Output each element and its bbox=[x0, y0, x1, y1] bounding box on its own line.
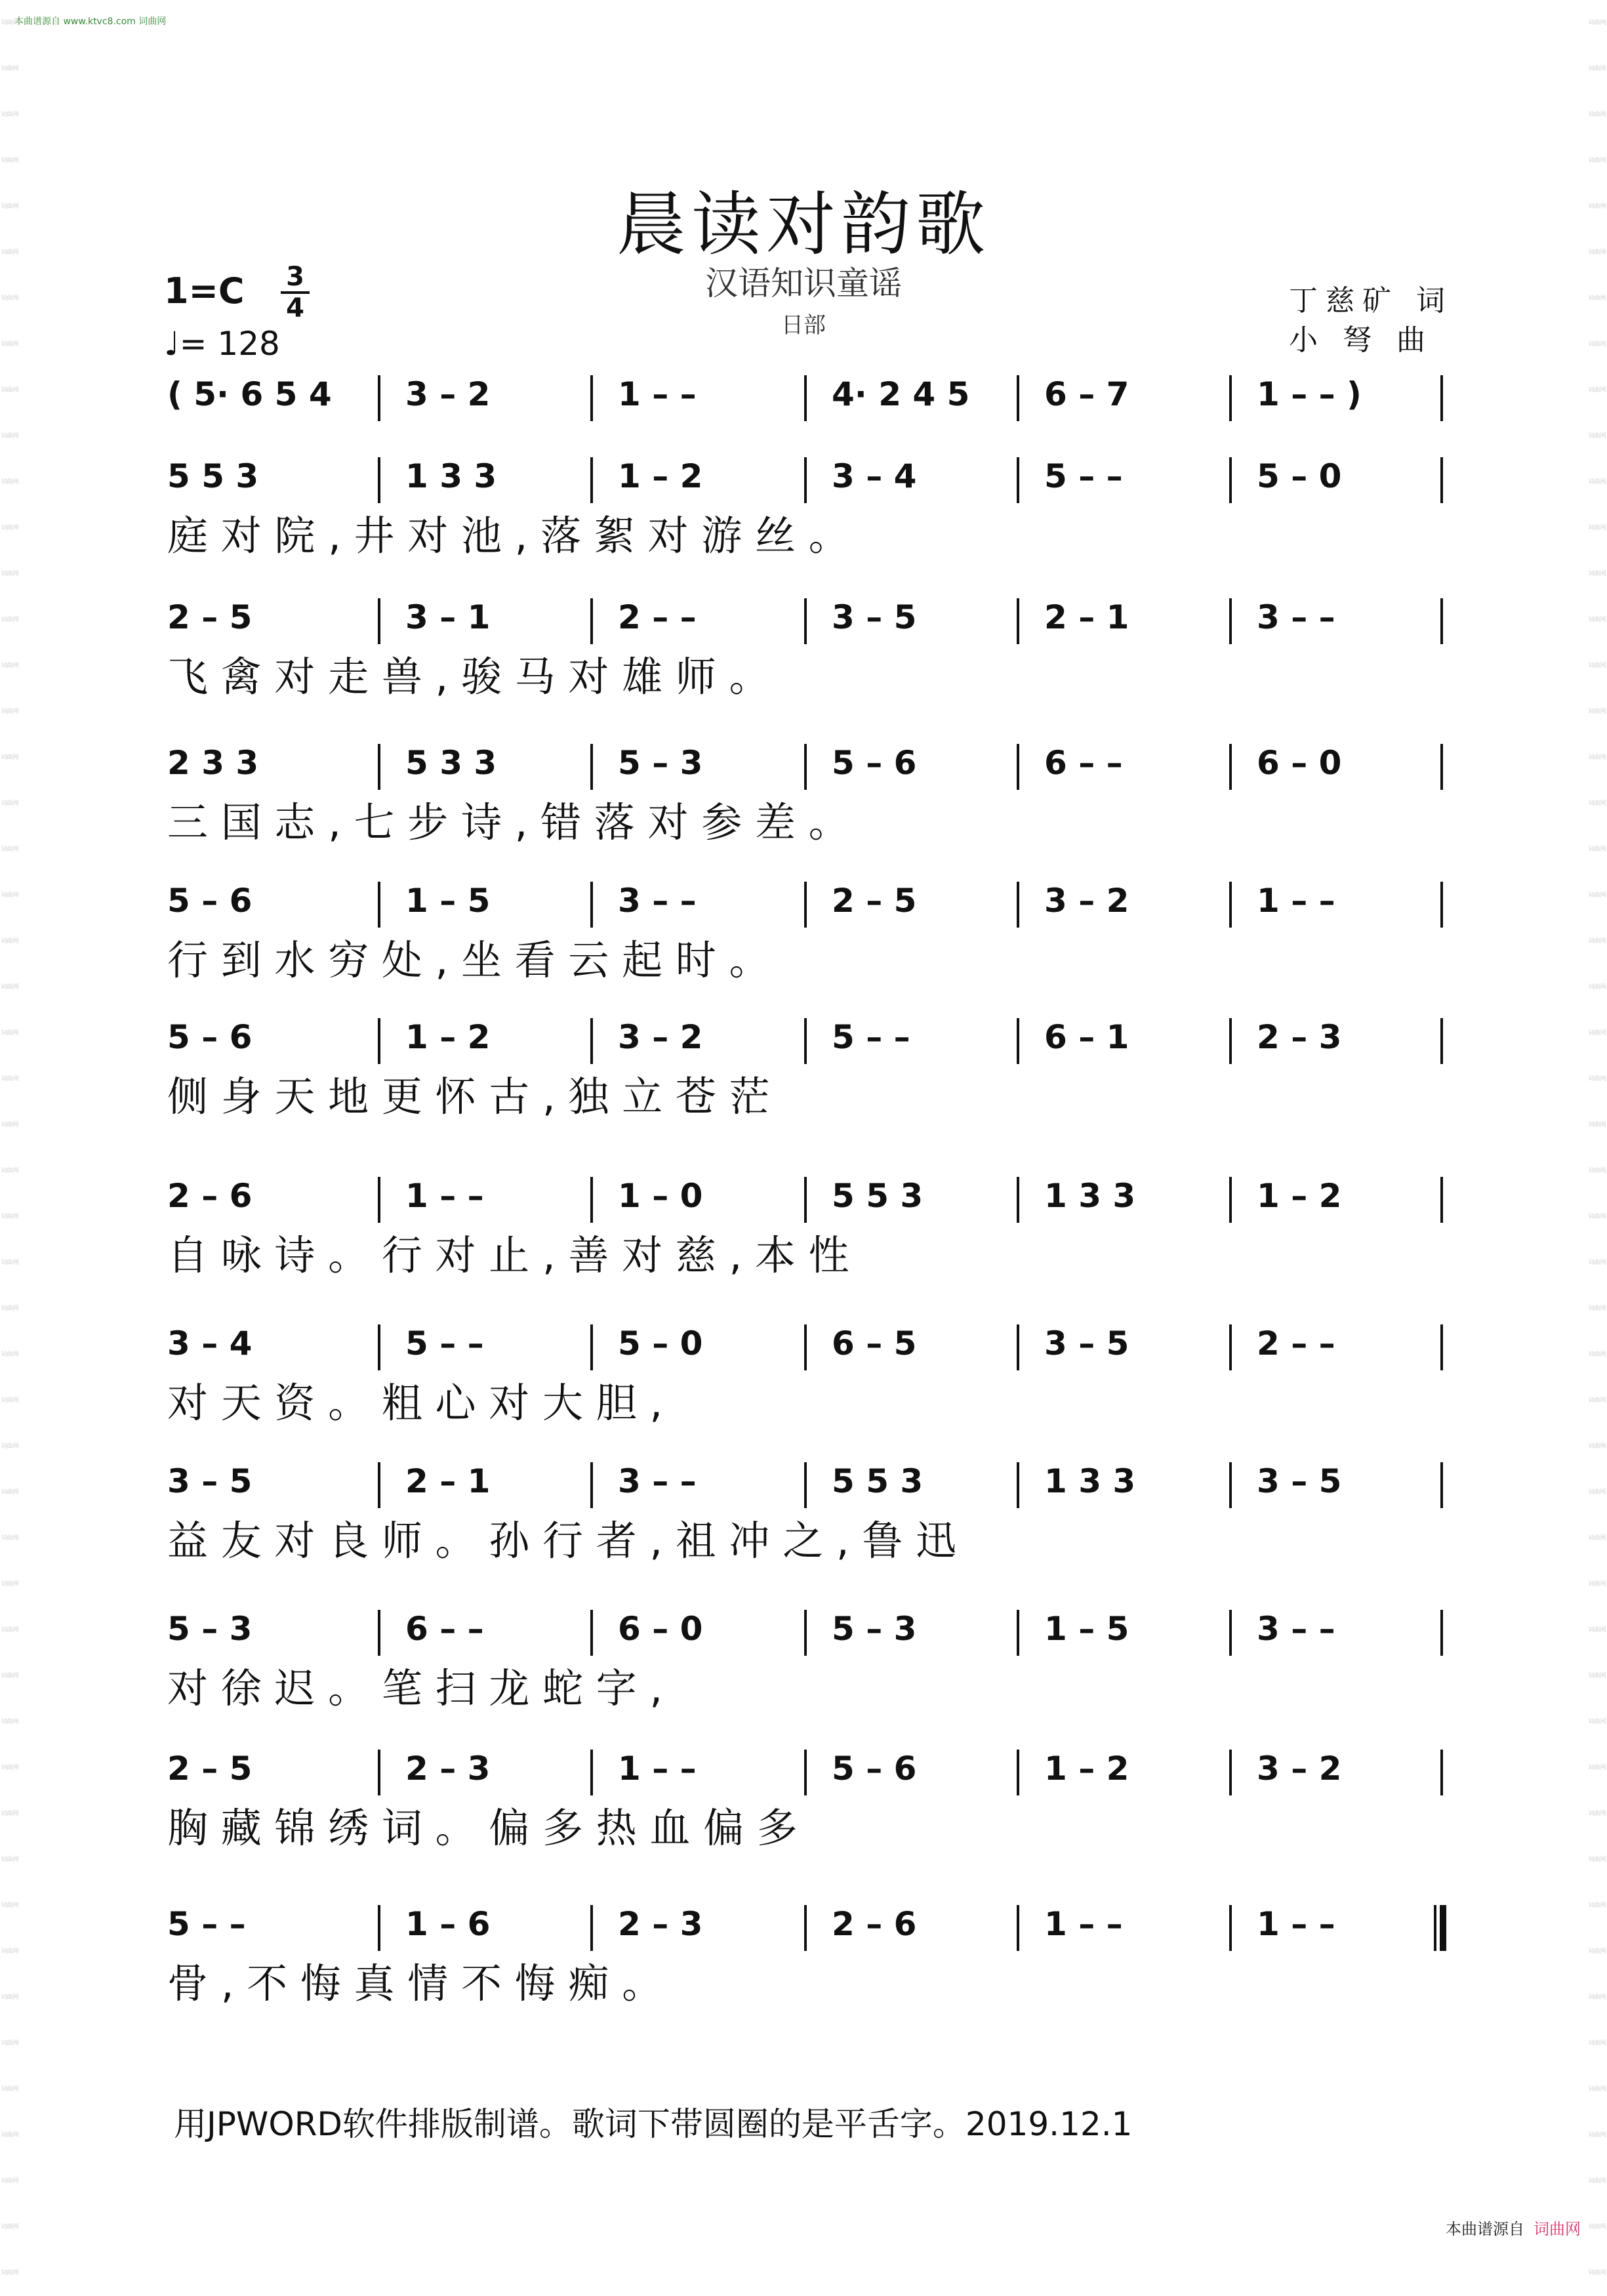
measure-notes: 1 3 3 bbox=[1044, 1462, 1136, 1500]
measure-notes: 2 – 3 bbox=[618, 1905, 703, 1943]
measure-notes: 1 – – bbox=[1257, 882, 1335, 920]
measure-notes: 3 – 5 bbox=[1257, 1462, 1342, 1500]
measure-notes: 6 – – bbox=[1044, 744, 1123, 782]
measure-notes: 5 – 3 bbox=[167, 1610, 253, 1648]
measure-notes: 5 5 3 bbox=[832, 1177, 924, 1215]
subnote: 日部 bbox=[781, 312, 826, 338]
measure-notes: 1 – – bbox=[1257, 1905, 1335, 1943]
measure-notes: 2 – 6 bbox=[167, 1177, 253, 1215]
measure-notes: 1 – 6 bbox=[405, 1905, 491, 1943]
measure-notes: 5 – 0 bbox=[618, 1324, 703, 1363]
bottom-credit-label: 本曲谱源自 bbox=[1446, 2220, 1524, 2238]
measure-notes: 3 – – bbox=[618, 1462, 697, 1500]
measure-notes: 1 – – bbox=[618, 375, 697, 413]
measure-notes: 4· 2 4 5 bbox=[832, 375, 970, 413]
subtitle: 汉语知识童谣 bbox=[705, 264, 902, 302]
source-note: 本曲谱源自 www.ktvc8.com 词曲网 bbox=[14, 16, 167, 27]
side-watermark-right: 词曲网 词曲网 词曲网 词曲网 词曲网 词曲网 词曲网 词曲网 词曲网 词曲网 词曲网 词曲网 词曲网 词曲网 词曲网 词曲网 词曲网 词曲网 词曲网 词曲网 词曲网 词曲网 词曲网 词曲网 词曲网 词曲网 词曲网 词曲网 词曲网 词曲网 词曲网 词曲网 词曲网 词曲网 词曲网 词曲网 词曲网 词曲网 词曲网 词曲网 词曲网 词曲网 词曲网 词曲网 词曲网 词曲网 词曲网 词曲网 词曲网 词曲网 bbox=[1588, 20, 1606, 2276]
measure-notes: 5 – 6 bbox=[167, 1018, 253, 1056]
measure-notes: 1 – 5 bbox=[405, 882, 491, 920]
measure-notes: 5 5 3 bbox=[832, 1462, 924, 1500]
measure-notes: 6 – 0 bbox=[618, 1610, 703, 1648]
measure-notes: 3 – 2 bbox=[1257, 1750, 1342, 1788]
lyric-line: 胸 藏 锦 绣 词 。 偏 多 热 血 偏 多 bbox=[167, 1804, 798, 1852]
bottom-credit bbox=[1446, 2216, 1581, 2239]
lyric-line: 对 天 资 。 粗 心 对 大 胆 , bbox=[167, 1379, 663, 1427]
lyric-line: 行 到 水 穷 处 , 坐 看 云 起 时 。 bbox=[167, 936, 770, 984]
measure-notes: 3 – 4 bbox=[832, 457, 917, 495]
measure-notes: 5 – 3 bbox=[618, 744, 703, 782]
measure-notes: 2 – 3 bbox=[405, 1750, 491, 1788]
measure-notes: 3 – – bbox=[1257, 598, 1335, 636]
measure-notes: 3 – 5 bbox=[167, 1462, 253, 1500]
measure-notes: 3 – 2 bbox=[618, 1018, 703, 1056]
measure-notes: 3 – 4 bbox=[167, 1324, 253, 1363]
quarter-note-icon: ♩ bbox=[164, 325, 180, 363]
footer-note: 用JPWORD软件排版制谱。歌词下带圆圈的是平舌字。2019.12.1 bbox=[174, 2105, 1133, 2143]
measure-notes: 2 – 5 bbox=[167, 598, 253, 636]
measure-notes: 5 – 3 bbox=[832, 1610, 917, 1648]
measure-notes: 3 – – bbox=[618, 882, 697, 920]
measure-notes: 6 – 5 bbox=[832, 1324, 917, 1363]
measure-notes: 2 3 3 bbox=[167, 744, 259, 782]
measure-notes: 6 – 7 bbox=[1044, 375, 1129, 413]
measure-notes: 3 – 5 bbox=[1044, 1324, 1129, 1363]
measure-notes: 2 – 1 bbox=[1044, 598, 1129, 636]
measure-notes: 2 – – bbox=[618, 598, 697, 636]
measure-notes: 5 – 6 bbox=[167, 882, 253, 920]
measure-notes: 1 – – bbox=[1044, 1905, 1123, 1943]
measure-notes: 2 – 5 bbox=[832, 882, 917, 920]
measure-notes: 2 – 3 bbox=[1257, 1018, 1342, 1056]
measure-notes: 5 3 3 bbox=[405, 744, 497, 782]
lyric-line: 三 国 志 , 七 步 诗 , 错 落 对 参 差 。 bbox=[167, 798, 849, 846]
measure-notes: 3 – – bbox=[1257, 1610, 1335, 1648]
measure-notes: 5 – 6 bbox=[832, 1750, 917, 1788]
measure-notes: 1 – 2 bbox=[1044, 1750, 1129, 1788]
measure-notes: 5 – 0 bbox=[1257, 457, 1342, 495]
measure-notes: 3 – 1 bbox=[405, 598, 491, 636]
measure-notes: 5 – – bbox=[1044, 457, 1123, 495]
lyric-line: 庭 对 院 , 井 对 池 , 落 絮 对 游 丝 。 bbox=[167, 512, 849, 560]
lyric-line: 飞 禽 对 走 兽 , 骏 马 对 雄 师 。 bbox=[167, 653, 770, 701]
lyric-line: 侧 身 天 地 更 怀 古 , 独 立 苍 茫 bbox=[167, 1073, 770, 1120]
tempo-value: = 128 bbox=[179, 325, 280, 363]
lyricist-credit: 丁慈矿 词 bbox=[1289, 284, 1453, 318]
measure-notes: 2 – 5 bbox=[167, 1750, 253, 1788]
measure-notes: 1 – 2 bbox=[618, 457, 703, 495]
measure-notes: 3 – 2 bbox=[405, 375, 491, 413]
measure-notes: 6 – 0 bbox=[1257, 744, 1342, 782]
measure-notes: 5 – 6 bbox=[832, 744, 917, 782]
composer-credit: 小 弩 曲 bbox=[1289, 323, 1433, 357]
measure-notes: 5 – – bbox=[832, 1018, 910, 1056]
measure-notes: 3 – 5 bbox=[832, 598, 917, 636]
lyric-line: 骨 , 不 悔 真 情 不 悔 痴 。 bbox=[167, 1959, 663, 2007]
measure-notes: 1 3 3 bbox=[405, 457, 497, 495]
measure-notes: 1 – 5 bbox=[1044, 1610, 1129, 1648]
measure-notes: 1 – 2 bbox=[1257, 1177, 1342, 1215]
measure-notes: 6 – 1 bbox=[1044, 1018, 1129, 1056]
measure-notes: 2 – 6 bbox=[832, 1905, 917, 1943]
key-signature: 1=C bbox=[164, 270, 245, 312]
measure-notes: 1 – – ) bbox=[1257, 375, 1362, 413]
measure-notes: 3 – 2 bbox=[1044, 882, 1129, 920]
measure-notes: 1 – – bbox=[405, 1177, 484, 1215]
page-title: 晨读对韵歌 bbox=[617, 184, 990, 265]
measure-notes: 1 – – bbox=[618, 1750, 697, 1788]
measure-notes: 1 – 0 bbox=[618, 1177, 703, 1215]
lyric-line: 对 徐 迟 。 笔 扫 龙 蛇 字 , bbox=[167, 1664, 663, 1712]
lyric-line: 益 友 对 良 师 。 孙 行 者 , 祖 冲 之 , 鲁 迅 bbox=[167, 1517, 957, 1565]
time-signature-top: 3 bbox=[286, 262, 304, 292]
measure-notes: 5 – – bbox=[405, 1324, 484, 1363]
time-signature-bottom: 4 bbox=[281, 291, 310, 323]
measure-notes: 5 5 3 bbox=[167, 457, 259, 495]
bottom-credit-site: 词曲网 bbox=[1534, 2220, 1581, 2238]
side-watermark-left: 词曲网 词曲网 词曲网 词曲网 词曲网 词曲网 词曲网 词曲网 词曲网 词曲网 词曲网 词曲网 词曲网 词曲网 词曲网 词曲网 词曲网 词曲网 词曲网 词曲网 词曲网 词曲网 词曲网 词曲网 词曲网 词曲网 词曲网 词曲网 词曲网 词曲网 词曲网 词曲网 词曲网 词曲网 词曲网 词曲网 词曲网 词曲网 词曲网 词曲网 词曲网 词曲网 词曲网 词曲网 词曲网 词曲网 词曲网 词曲网 词曲网 词曲网 bbox=[1, 20, 19, 2276]
measure-notes: ( 5· 6 5 4 bbox=[167, 375, 332, 413]
measure-notes: 5 – – bbox=[167, 1905, 246, 1943]
measure-notes: 6 – – bbox=[405, 1610, 484, 1648]
measure-notes: 1 3 3 bbox=[1044, 1177, 1136, 1215]
lyric-line: 自 咏 诗 。 行 对 止 , 善 对 慈 , 本 性 bbox=[167, 1231, 849, 1279]
measure-notes: 2 – 1 bbox=[405, 1462, 491, 1500]
measure-notes: 2 – – bbox=[1257, 1324, 1335, 1363]
measure-notes: 1 – 2 bbox=[405, 1018, 491, 1056]
